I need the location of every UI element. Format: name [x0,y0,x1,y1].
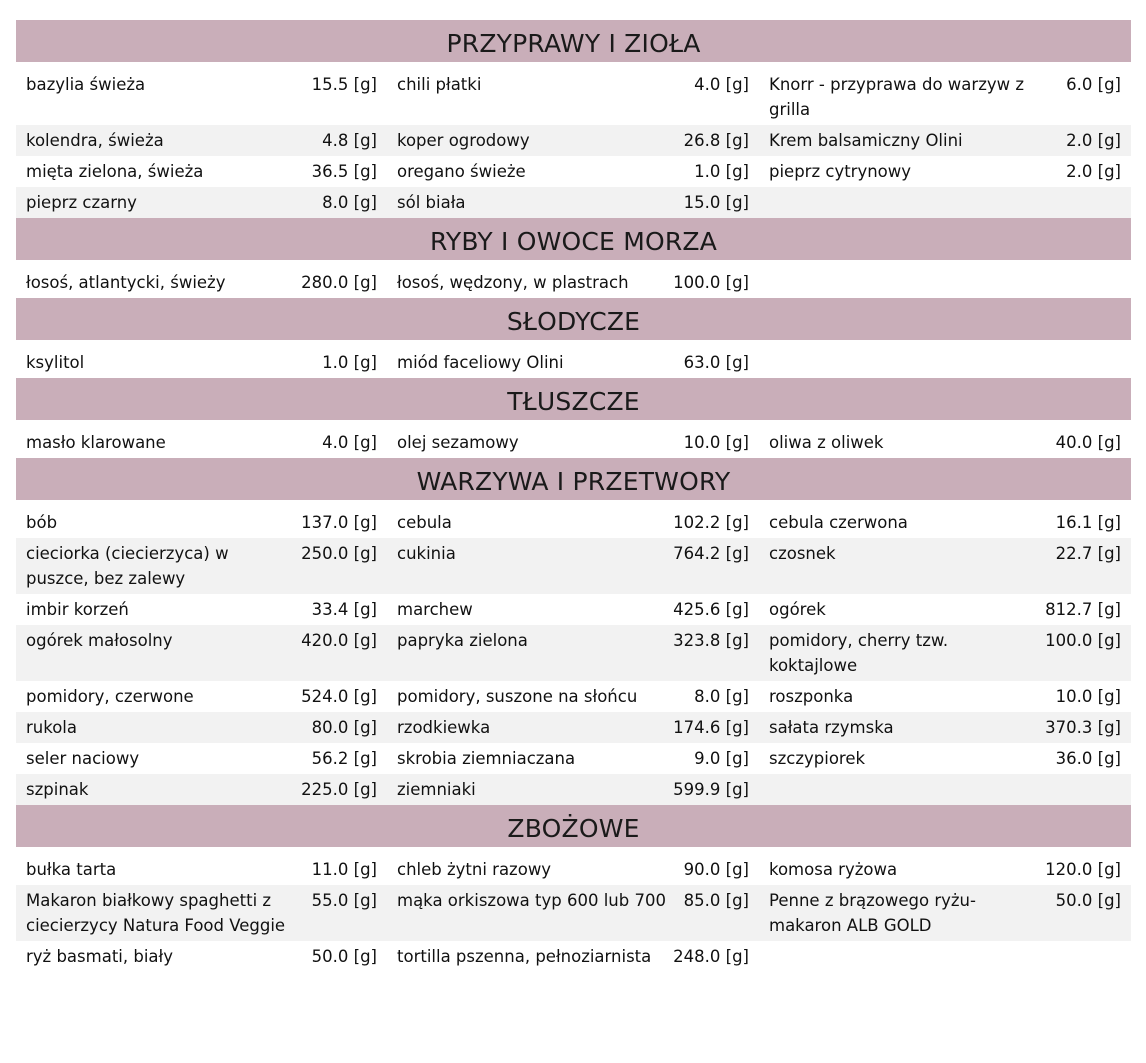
ingredient-amount: 524.0 [g] [301,687,377,706]
ingredient-cell [759,941,1131,972]
ingredient-amount: 280.0 [g] [301,273,377,292]
ingredient-cell [387,538,759,594]
ingredient-amount: 56.2 [g] [311,749,377,768]
category-section [16,218,1131,298]
ingredient-name: chili płatki [397,75,482,94]
ingredient-cell [387,267,759,298]
category-heading: PRZYPRAWY I ZIOŁA [16,20,1131,62]
item-row [16,125,1131,156]
item-row [16,507,1131,538]
ingredient-name: bułka tarta [26,860,117,879]
ingredient-cell [759,156,1131,187]
ingredient-amount: 599.9 [g] [673,780,749,799]
ingredient-cell [16,743,387,774]
ingredient-name: szczypiorek [769,749,866,768]
ingredient-cell [759,594,1131,625]
ingredient-name: Knorr - przyprawa do warzyw z grilla [769,75,1025,119]
ingredient-amount: 420.0 [g] [301,631,377,650]
ingredient-amount: 10.0 [g] [683,433,749,452]
ingredient-amount: 90.0 [g] [683,860,749,879]
ingredient-name: olej sezamowy [397,433,519,452]
ingredient-cell [387,941,759,972]
category-items [16,500,1131,805]
ingredient-cell [387,681,759,712]
ingredient-name: imbir korzeń [26,600,129,619]
ingredient-cell [16,507,387,538]
ingredient-name: bazylia świeża [26,75,146,94]
ingredient-name: cebula [397,513,452,532]
ingredient-amount: 8.0 [g] [322,193,377,212]
ingredient-amount: 250.0 [g] [301,544,377,563]
ingredient-name: tortilla pszenna, pełnoziarnista [397,947,652,966]
ingredient-cell [16,712,387,743]
ingredient-cell [759,854,1131,885]
ingredient-name: marchew [397,600,473,619]
ingredient-cell [759,347,1131,378]
ingredient-name: seler naciowy [26,749,140,768]
ingredient-cell [387,712,759,743]
ingredient-amount: 22.7 [g] [1055,544,1121,563]
category-heading: WARZYWA I PRZETWORY [16,458,1131,500]
ingredient-cell [759,427,1131,458]
ingredient-name: oliwa z oliwek [769,433,884,452]
ingredient-amount: 764.2 [g] [673,544,749,563]
ingredient-cell [387,854,759,885]
ingredient-cell [16,594,387,625]
ingredient-cell [16,681,387,712]
category-heading: TŁUSZCZE [16,378,1131,420]
ingredient-cell [759,774,1131,805]
ingredient-name: szpinak [26,780,89,799]
ingredient-amount: 85.0 [g] [683,891,749,910]
item-row [16,187,1131,218]
ingredient-cell [16,774,387,805]
category-heading: SŁODYCZE [16,298,1131,340]
ingredient-cell [16,941,387,972]
ingredient-cell [387,625,759,681]
ingredient-amount: 120.0 [g] [1045,860,1121,879]
ingredient-cell [759,712,1131,743]
ingredient-amount: 1.0 [g] [322,353,377,372]
ingredient-amount: 63.0 [g] [683,353,749,372]
item-row [16,69,1131,125]
ingredient-amount: 8.0 [g] [694,687,749,706]
ingredient-amount: 812.7 [g] [1045,600,1121,619]
ingredient-name: pieprz czarny [26,193,137,212]
ingredient-cell [16,427,387,458]
category-section [16,378,1131,458]
ingredient-cell [387,125,759,156]
ingredient-amount: 6.0 [g] [1066,75,1121,94]
ingredient-cell [759,507,1131,538]
ingredient-name: bób [26,513,58,532]
item-row [16,267,1131,298]
ingredient-cell [16,267,387,298]
ingredient-cell [16,156,387,187]
ingredient-name: roszponka [769,687,854,706]
ingredient-name: pomidory, cherry tzw. koktajlowe [769,631,949,675]
ingredient-amount: 370.3 [g] [1045,718,1121,737]
item-row [16,681,1131,712]
ingredient-name: ogórek małosolny [26,631,173,650]
item-row [16,712,1131,743]
ingredient-cell [759,187,1131,218]
category-section [16,458,1131,805]
ingredient-name: rzodkiewka [397,718,491,737]
ingredient-name: kolendra, świeża [26,131,164,150]
ingredient-cell [16,625,387,681]
category-heading: ZBOŻOWE [16,805,1131,847]
category-section [16,20,1131,218]
ingredient-amount: 4.8 [g] [322,131,377,150]
ingredient-amount: 15.5 [g] [311,75,377,94]
ingredient-amount: 100.0 [g] [673,273,749,292]
ingredient-amount: 50.0 [g] [1055,891,1121,910]
ingredient-amount: 248.0 [g] [673,947,749,966]
ingredient-name: ziemniaki [397,780,476,799]
ingredient-cell [387,594,759,625]
ingredient-amount: 2.0 [g] [1066,131,1121,150]
ingredient-cell [759,681,1131,712]
ingredient-amount: 36.0 [g] [1055,749,1121,768]
ingredient-cell [16,885,387,941]
ingredient-name: masło klarowane [26,433,166,452]
ingredient-name: sól biała [397,193,466,212]
ingredient-name: pomidory, czerwone [26,687,194,706]
ingredient-cell [387,156,759,187]
ingredient-cell [759,625,1131,681]
ingredient-name: oregano świeże [397,162,526,181]
item-row [16,156,1131,187]
ingredient-cell [387,69,759,125]
ingredient-amount: 80.0 [g] [311,718,377,737]
ingredient-name: ksylitol [26,353,85,372]
ingredient-name: łosoś, atlantycki, świeży [26,273,226,292]
ingredient-name: ryż basmati, biały [26,947,173,966]
ingredient-cell [16,69,387,125]
ingredient-cell [759,885,1131,941]
ingredient-name: mięta zielona, świeża [26,162,204,181]
ingredient-cell [759,267,1131,298]
ingredient-cell [759,538,1131,594]
ingredient-cell [16,538,387,594]
ingredient-cell [387,774,759,805]
shopping-list [16,20,1131,972]
ingredient-amount: 4.0 [g] [694,75,749,94]
ingredient-cell [759,125,1131,156]
item-row [16,625,1131,681]
ingredient-name: rukola [26,718,77,737]
ingredient-amount: 10.0 [g] [1055,687,1121,706]
ingredient-cell [387,507,759,538]
ingredient-name: Makaron białkowy spaghetti z ciecierzycy Natura Food Veggie [26,891,286,935]
ingredient-name: sałata rzymska [769,718,894,737]
ingredient-amount: 2.0 [g] [1066,162,1121,181]
ingredient-name: koper ogrodowy [397,131,530,150]
ingredient-amount: 36.5 [g] [311,162,377,181]
item-row [16,538,1131,594]
ingredient-amount: 9.0 [g] [694,749,749,768]
ingredient-amount: 55.0 [g] [311,891,377,910]
ingredient-cell [16,125,387,156]
category-items [16,62,1131,218]
ingredient-name: pieprz cytrynowy [769,162,912,181]
item-row [16,347,1131,378]
ingredient-amount: 4.0 [g] [322,433,377,452]
ingredient-name: ogórek [769,600,826,619]
category-items [16,340,1131,378]
ingredient-name: komosa ryżowa [769,860,898,879]
ingredient-cell [387,885,759,941]
ingredient-cell [387,347,759,378]
ingredient-name: cieciorka (ciecierzyca) w puszce, bez zalewy [26,544,229,588]
ingredient-amount: 425.6 [g] [673,600,749,619]
item-row [16,774,1131,805]
ingredient-amount: 100.0 [g] [1045,631,1121,650]
category-section [16,298,1131,378]
ingredient-cell [759,743,1131,774]
ingredient-name: Krem balsamiczny Olini [769,131,963,150]
ingredient-name: łosoś, wędzony, w plastrach [397,273,629,292]
ingredient-amount: 15.0 [g] [683,193,749,212]
ingredient-amount: 323.8 [g] [673,631,749,650]
ingredient-name: skrobia ziemniaczana [397,749,576,768]
ingredient-cell [387,427,759,458]
ingredient-name: Penne z brązowego ryżu- makaron ALB GOLD [769,891,976,935]
ingredient-name: pomidory, suszone na słońcu [397,687,638,706]
ingredient-amount: 174.6 [g] [673,718,749,737]
ingredient-amount: 225.0 [g] [301,780,377,799]
ingredient-cell [387,743,759,774]
ingredient-name: mąka orkiszowa typ 600 lub 700 [397,891,666,910]
ingredient-cell [16,854,387,885]
ingredient-cell [16,347,387,378]
ingredient-amount: 11.0 [g] [311,860,377,879]
ingredient-amount: 102.2 [g] [673,513,749,532]
ingredient-amount: 26.8 [g] [683,131,749,150]
ingredient-name: chleb żytni razowy [397,860,552,879]
item-row [16,854,1131,885]
ingredient-cell [387,187,759,218]
ingredient-amount: 16.1 [g] [1055,513,1121,532]
ingredient-cell [16,187,387,218]
ingredient-amount: 1.0 [g] [694,162,749,181]
ingredient-name: cebula czerwona [769,513,908,532]
ingredient-amount: 40.0 [g] [1055,433,1121,452]
ingredient-name: papryka zielona [397,631,528,650]
ingredient-name: czosnek [769,544,836,563]
ingredient-amount: 33.4 [g] [311,600,377,619]
ingredient-name: cukinia [397,544,456,563]
item-row [16,743,1131,774]
ingredient-amount: 50.0 [g] [311,947,377,966]
category-section [16,805,1131,972]
item-row [16,594,1131,625]
ingredient-amount: 137.0 [g] [301,513,377,532]
ingredient-cell [759,69,1131,125]
item-row [16,885,1131,941]
category-items [16,420,1131,458]
category-items [16,847,1131,972]
item-row [16,941,1131,972]
category-items [16,260,1131,298]
ingredient-name: miód faceliowy Olini [397,353,564,372]
category-heading: RYBY I OWOCE MORZA [16,218,1131,260]
item-row [16,427,1131,458]
